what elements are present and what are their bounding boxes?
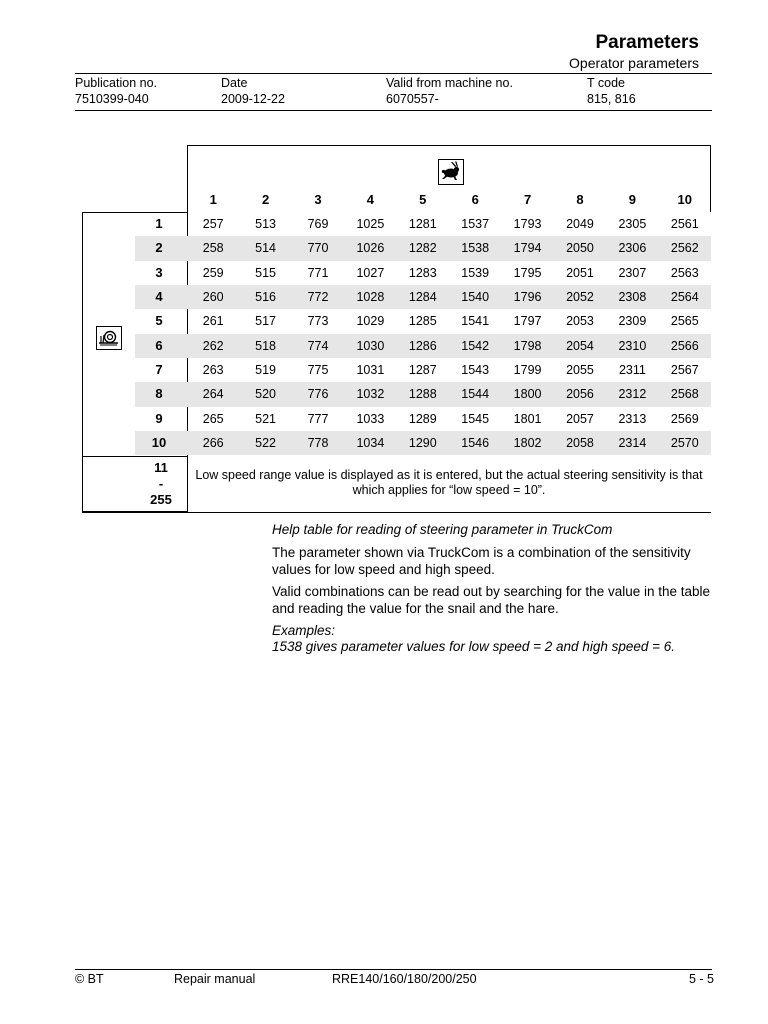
table-cell: 1796 <box>513 290 542 305</box>
table-cell: 521 <box>255 411 277 426</box>
paragraph-1: The parameter shown via TruckCom is a combination of the sensitivity values for low speed and high speed. <box>272 545 691 577</box>
publication-block <box>75 75 157 107</box>
table-cell: 2309 <box>618 314 647 329</box>
table-cell: 1797 <box>513 314 542 329</box>
tcode-block <box>587 75 636 107</box>
table-cell: 2562 <box>670 241 699 256</box>
table-row <box>135 212 711 236</box>
table-cell: 1545 <box>461 411 490 426</box>
table-cell: 2051 <box>566 265 594 280</box>
header-rule-bottom <box>75 110 712 111</box>
column-header: 1 <box>209 192 217 207</box>
header-rule-top <box>75 73 712 74</box>
paragraph-2: Valid combinations can be read out by searching for the value in the table and reading the value for the snail and the hare. <box>272 584 711 616</box>
table-cell: 2561 <box>670 217 699 231</box>
tcode-label: T code <box>587 76 625 90</box>
table-cell: 1026 <box>356 241 385 256</box>
table-cell: 774 <box>307 338 329 353</box>
table-cell: 2311 <box>618 363 646 378</box>
table-row <box>135 407 711 431</box>
row-label: 3 <box>155 264 163 280</box>
table-cell: 259 <box>202 265 224 280</box>
page-subtitle: Operator parameters <box>569 55 699 71</box>
table-cell: 520 <box>255 387 277 402</box>
table-cell: 2053 <box>566 314 594 329</box>
table-cell: 1286 <box>408 338 437 353</box>
table-cell: 265 <box>202 411 224 426</box>
table-cell: 2306 <box>618 241 647 256</box>
table-cell: 2054 <box>566 338 594 353</box>
table-cell: 771 <box>307 265 329 280</box>
table-cell: 773 <box>307 314 329 329</box>
table-cell: 770 <box>307 241 329 256</box>
table-row <box>135 334 711 358</box>
table-cell: 264 <box>202 387 224 402</box>
row-label: 8 <box>155 386 163 402</box>
table-cell: 2566 <box>670 338 699 353</box>
table-cell: 2049 <box>566 217 594 231</box>
range-label-line3: 255 <box>150 492 172 507</box>
table-cell: 2570 <box>670 436 699 451</box>
column-header: 9 <box>628 192 636 207</box>
publication-value: 7510399-040 <box>75 92 149 106</box>
table-cell: 2055 <box>566 363 594 378</box>
table-cell: 1281 <box>408 217 437 231</box>
range-note: Low speed range value is displayed as it is entered, but the actual steering sensitivity is that which applies for “low speed = 10”. <box>195 468 703 497</box>
table-cell: 1801 <box>513 411 542 426</box>
valid-from-value: 6070557- <box>386 92 439 106</box>
column-header: 7 <box>523 192 532 207</box>
footer-copyright: © BT <box>75 972 104 986</box>
column-header: 3 <box>314 192 322 207</box>
table-cell: 513 <box>255 217 277 231</box>
table-cell: 2052 <box>566 290 594 305</box>
table-cell: 1033 <box>356 411 385 426</box>
table-cell: 1795 <box>513 265 542 280</box>
table-cell: 1541 <box>461 314 490 329</box>
table-cell: 260 <box>202 290 224 305</box>
table-row <box>135 309 711 333</box>
row-label: 4 <box>155 289 163 305</box>
table-cell: 1025 <box>356 217 385 231</box>
table-cell: 514 <box>255 241 277 256</box>
table-row <box>135 382 711 406</box>
tcode-value: 815, 816 <box>587 92 636 106</box>
row-label: 1 <box>155 216 163 231</box>
column-header: 5 <box>419 192 427 207</box>
table-cell: 775 <box>307 363 329 378</box>
table-cell: 776 <box>307 387 329 402</box>
table-cell: 1288 <box>408 387 437 402</box>
table-cell: 2314 <box>618 436 647 451</box>
table-cell: 2307 <box>618 265 647 280</box>
table-cell: 2313 <box>618 411 647 426</box>
table-cell: 1794 <box>513 241 542 256</box>
table-row <box>135 358 711 382</box>
table-cell: 266 <box>202 436 224 451</box>
table-cell: 1546 <box>461 436 490 451</box>
table-cell: 2058 <box>566 436 594 451</box>
row-label: 5 <box>155 313 163 329</box>
table-cell: 1539 <box>461 265 490 280</box>
table-cell: 1284 <box>408 290 437 305</box>
table-row <box>135 236 711 260</box>
footer-doc-type: Repair manual <box>174 972 256 986</box>
table-cell: 261 <box>202 314 224 329</box>
table-cell: 519 <box>255 363 277 378</box>
table-cell: 2050 <box>566 241 594 256</box>
table-cell: 2310 <box>618 338 647 353</box>
column-header: 2 <box>261 192 270 207</box>
table-cell: 1285 <box>408 314 437 329</box>
examples-label: Examples: <box>272 623 336 638</box>
table-cell: 2308 <box>618 290 647 305</box>
table-cell: 1544 <box>461 387 490 402</box>
table-cell: 1290 <box>408 436 437 451</box>
table-cell: 1030 <box>356 338 385 353</box>
table-cell: 1287 <box>408 363 437 378</box>
table-row <box>135 285 711 309</box>
table-cell: 778 <box>307 436 329 451</box>
table-cell: 1289 <box>408 411 437 426</box>
table-cell: 1798 <box>513 338 542 353</box>
table-cell: 2569 <box>670 411 699 426</box>
date-block <box>221 75 285 107</box>
table-cell: 1031 <box>356 363 385 378</box>
table-cell: 518 <box>255 338 277 353</box>
table-cell: 2563 <box>670 265 699 280</box>
table-cell: 1799 <box>513 363 542 378</box>
range-label-line1: 11 <box>154 460 168 475</box>
table-cell: 1538 <box>461 241 490 256</box>
table-cell: 769 <box>307 217 329 231</box>
table-cell: 2056 <box>566 387 594 402</box>
example-1: 1538 gives parameter values for low speed = 2 and high speed = 6. <box>272 639 676 654</box>
table-cell: 1034 <box>356 436 385 451</box>
table-cell: 2312 <box>618 387 647 402</box>
valid-from-block <box>386 75 513 107</box>
row-label: 7 <box>155 362 163 378</box>
footer-models: RRE140/160/180/200/250 <box>332 972 477 986</box>
table-cell: 1802 <box>513 436 542 451</box>
footer-rule <box>75 969 712 970</box>
table-caption: Help table for reading of steering parameter in TruckCom <box>272 522 613 537</box>
table-cell: 1800 <box>513 387 542 402</box>
table-cell: 2567 <box>670 363 699 378</box>
snail-icon <box>96 326 122 350</box>
table-cell: 262 <box>202 338 224 353</box>
table-cell: 777 <box>307 411 329 426</box>
valid-from-label: Valid from machine no. <box>386 76 513 90</box>
table-cell: 1542 <box>461 338 490 353</box>
table-cell: 522 <box>255 436 277 451</box>
column-header: 10 <box>677 192 693 207</box>
footer-page-number: 5 - 5 <box>688 972 714 986</box>
row-label: 9 <box>155 410 163 426</box>
table-cell: 1283 <box>408 265 437 280</box>
table-cell: 1032 <box>356 387 385 402</box>
table-row <box>135 431 711 455</box>
table-cell: 1027 <box>356 265 385 280</box>
row-label: 6 <box>155 337 163 353</box>
table-cell: 2565 <box>670 314 699 329</box>
table-cell: 772 <box>307 290 329 305</box>
table-cell: 515 <box>255 265 277 280</box>
table-cell: 2568 <box>670 387 699 402</box>
table-cell: 517 <box>255 314 277 329</box>
column-header: 8 <box>576 192 584 207</box>
table-cell: 1793 <box>513 217 542 231</box>
range-row-label <box>138 460 184 508</box>
range-label-line2: - <box>158 476 164 491</box>
row-label: 2 <box>155 240 163 256</box>
row-label: 10 <box>151 435 167 451</box>
hare-icon <box>438 159 464 185</box>
table-cell: 1029 <box>356 314 385 329</box>
column-header: 4 <box>366 192 374 207</box>
table-cell: 263 <box>202 363 224 378</box>
column-header: 6 <box>471 192 479 207</box>
table-cell: 1028 <box>356 290 385 305</box>
table-cell: 2564 <box>670 290 699 305</box>
table-bottom-rule <box>82 512 711 513</box>
date-value: 2009-12-22 <box>221 92 285 106</box>
date-label: Date <box>221 76 248 90</box>
table-row <box>135 261 711 285</box>
table-cell: 257 <box>202 217 224 231</box>
range-separator <box>82 456 188 457</box>
table-cell: 516 <box>255 290 277 305</box>
table-cell: 1540 <box>461 290 490 305</box>
publication-label: Publication no. <box>75 76 158 90</box>
page-title: Parameters <box>595 32 699 53</box>
table-cell: 258 <box>202 241 224 256</box>
table-cell: 1537 <box>461 217 490 231</box>
table-cell: 1543 <box>461 363 490 378</box>
table-cell: 2057 <box>566 411 594 426</box>
table-cell: 2305 <box>618 217 647 231</box>
table-cell: 1282 <box>408 241 437 256</box>
